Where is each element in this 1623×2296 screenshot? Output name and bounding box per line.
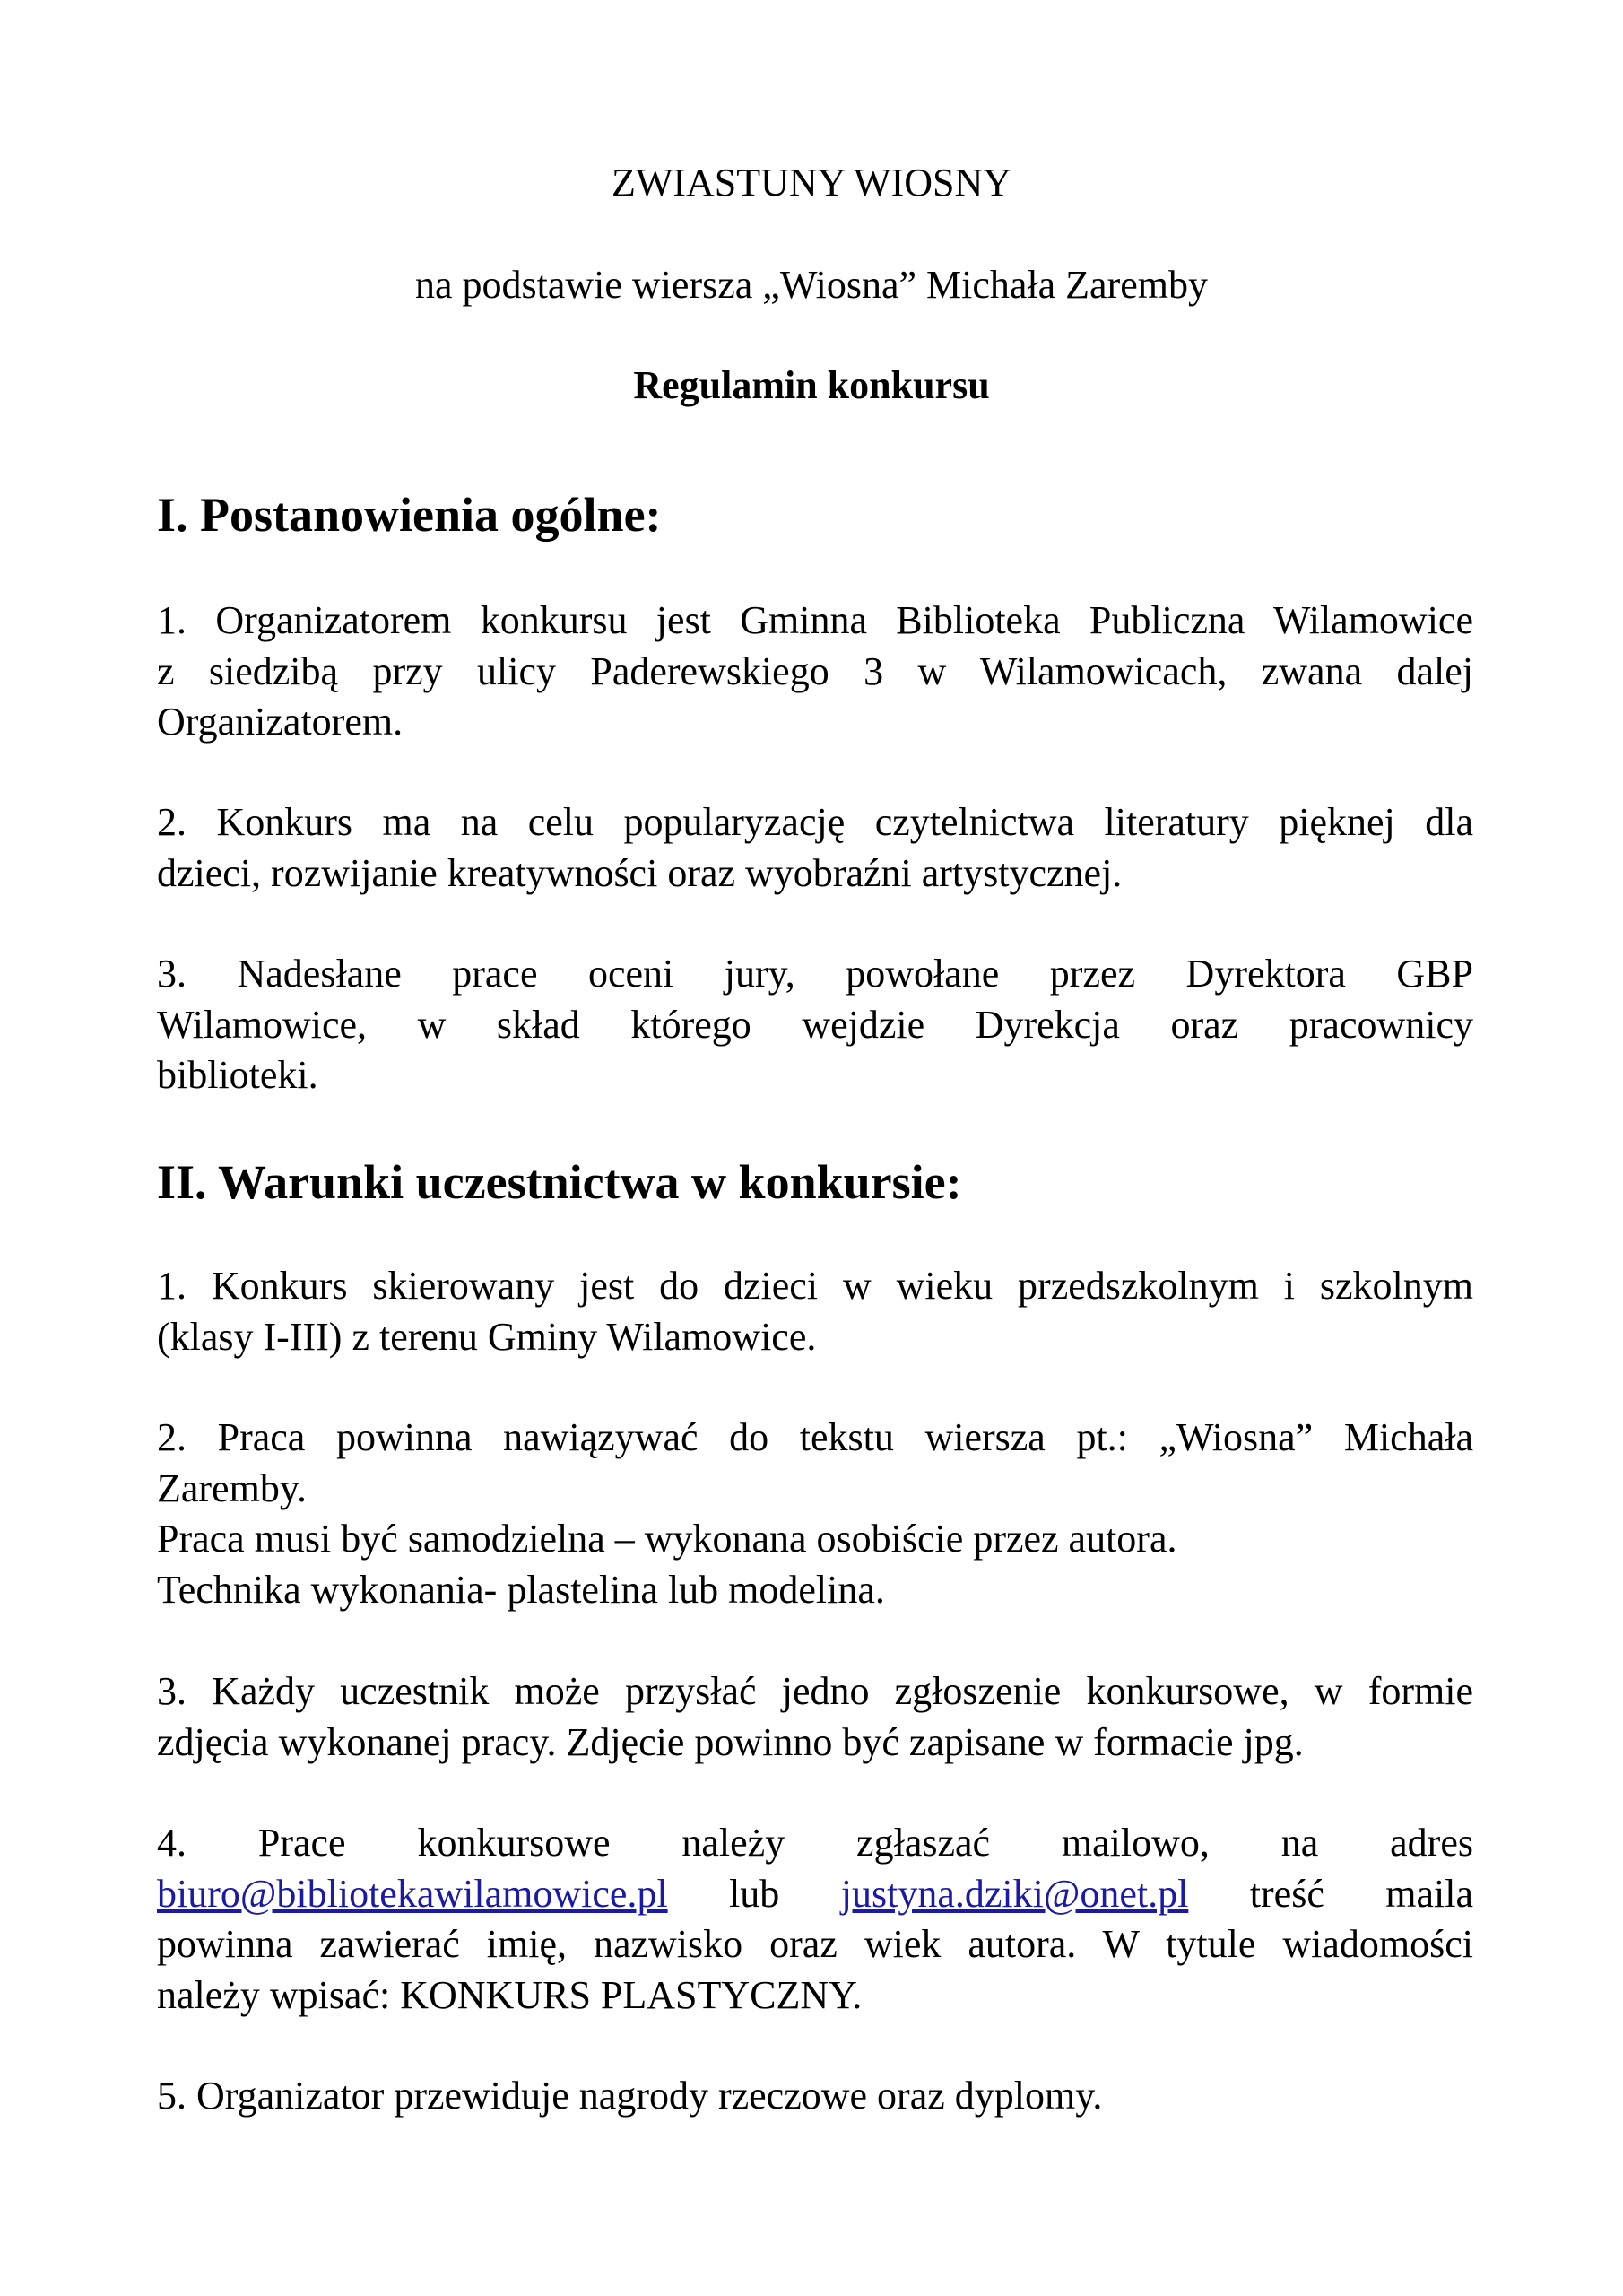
line: (klasy I-III) z terenu Gminy Wilamowice.: [157, 1314, 817, 1359]
section-2-heading: II. Warunki uczestnictwa w konkursie:: [157, 1155, 962, 1209]
line: Organizatorem.: [157, 700, 404, 744]
line: należy wpisać: KONKURS PLASTYCZNY.: [157, 1972, 863, 2017]
contest-title: ZWIASTUNY WIOSNY: [611, 161, 1012, 204]
line: Wilamowice, w skład którego wejdzie Dyrekcja oraz pracownicy: [157, 1002, 1473, 1047]
line: 4. Prace konkursowe należy zgłaszać mailowo, na adres: [157, 1821, 1473, 1865]
line: biblioteki.: [157, 1053, 318, 1097]
section-1-paragraph-2: [157, 797, 1473, 899]
contest-subtitle: na podstawie wiersza „Wiosna” Michała Zaremby: [415, 263, 1208, 307]
line: Zaremby.: [157, 1465, 307, 1510]
line: z siedzibą przy ulicy Paderewskiego 3 w Wilamowicach, zwana dalej: [157, 648, 1473, 693]
line: dzieci, rozwijanie kreatywności oraz wyobraźni artystycznej.: [157, 850, 1123, 895]
line: Technika wykonania- plastelina lub modelina.: [157, 1567, 885, 1612]
email-link-justyna[interactable]: justyna.dziki@onet.pl: [840, 1871, 1189, 1916]
line: 2. Praca powinna nawiązywać do tekstu wiersza pt.: „Wiosna” Michała: [157, 1415, 1473, 1459]
section-2-paragraph-2: [157, 1413, 1473, 1615]
section-1-paragraph-3: [157, 949, 1473, 1101]
conjunction-text: lub: [729, 1871, 780, 1916]
section-2-paragraph-1: [157, 1261, 1473, 1362]
line: 1. Konkurs skierowany jest do dzieci w wieku przedszkolnym i szkolnym: [157, 1264, 1473, 1308]
text-after-emails: treść maila: [1249, 1871, 1474, 1916]
section-1-paragraph-1: [157, 596, 1473, 748]
section-2-paragraph-4: [157, 1818, 1473, 2021]
line: powinna zawierać imię, nazwisko oraz wiek autora. W tytule wiadomości: [157, 1922, 1473, 1966]
line-with-emails: [157, 1869, 1473, 1920]
section-2-paragraph-3: [157, 1666, 1473, 1768]
line: 3. Nadesłane prace oceni jury, powołane przez Dyrektora GBP: [157, 952, 1473, 996]
line: 5. Organizator przewiduje nagrody rzeczowe oraz dyplomy.: [157, 2074, 1103, 2118]
section-2-paragraph-5: [157, 2071, 1473, 2122]
section-1-heading: I. Postanowienia ogólne:: [157, 488, 662, 542]
line: 3. Każdy uczestnik może przysłać jedno zgłoszenie konkursowe, w formie: [157, 1669, 1473, 1713]
line: 2. Konkurs ma na celu popularyzację czytelnictwa literatury pięknej dla: [157, 800, 1473, 844]
regulations-title: Regulamin konkursu: [633, 363, 990, 407]
line: zdjęcia wykonanej pracy. Zdjęcie powinno być zapisane w formacie jpg.: [157, 1719, 1304, 1764]
email-link-biuro[interactable]: biuro@bibliotekawilamowice.pl: [157, 1871, 668, 1916]
line: 1. Organizatorem konkursu jest Gminna Biblioteka Publiczna Wilamowice: [157, 598, 1473, 642]
line: Praca musi być samodzielna – wykonana osobiście przez autora.: [157, 1517, 1177, 1561]
